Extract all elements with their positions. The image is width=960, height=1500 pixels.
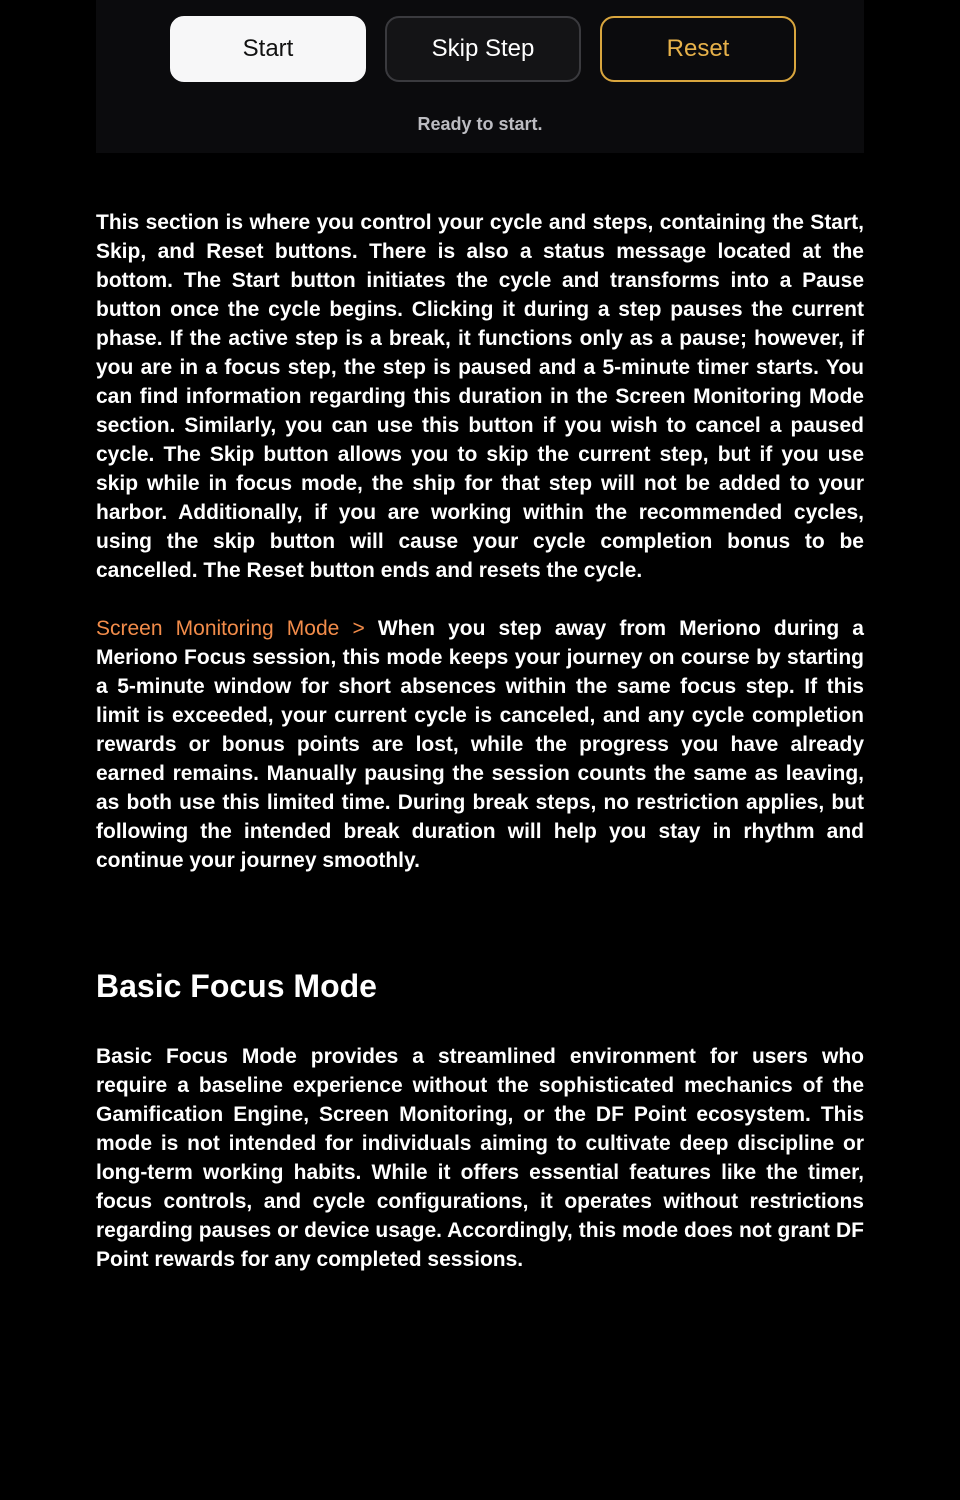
control-button-row: [170, 16, 798, 82]
basic-focus-description: Basic Focus Mode provides a streamlined environment for users who require a baseline experience without the sophisticated mechanics of the Gamification Engine, Screen Monitoring, or the DF Point ecosystem. This mode is not intended for individuals aiming to cultivate deep discipline or long-term working habits. While it offers essential features like the timer, focus controls, and cycle configurations, it operates without restrictions regarding pauses or device usage. Accordingly, this mode does not grant DF Point rewards for any completed sessions.: [96, 1045, 864, 1271]
start-button[interactable]: Start: [170, 16, 366, 82]
reset-button[interactable]: Reset: [600, 16, 796, 82]
screen-monitoring-text: When you step away from Meriono during a Meriono Focus session, this mode keeps your journey on course by starting a 5-minute window for short absences within the same focus step. If this limit is exceeded, your current cycle is canceled, and any cycle completion rewards or bonus points are lost, while the progress you have already earned remains. Manually pausing the session counts the same as leaving, as both use this limited time. During break steps, no restriction applies, but following the intended break duration will help you stay in rhythm and continue your journey smoothly.: [96, 617, 864, 872]
controls-description: This section is where you control your cycle and steps, containing the Start, Skip, and Reset buttons. There is also a status message located at the bottom. The Start button initiates the cycle and transforms into a Pause button once the cycle begins. Clicking it during a step pauses the current phase. If the active step is a break, it functions only as a pause; however, if you are in a focus step, the step is paused and a 5-minute timer starts. You can find information regarding this duration in the Screen Monitoring Mode section. Similarly, you can use this button if you wish to cancel a paused cycle. The Skip button allows you to skip the current step, but if you use skip while in focus mode, the ship for that step will not be added to your harbor. Additionally, if you are working within the recommended cycles, using the skip button will cause your cycle completion bonus to be cancelled. The Reset button ends and resets the cycle.: [96, 211, 864, 582]
basic-focus-title: Basic Focus Mode: [96, 968, 377, 1004]
screen-monitoring-link[interactable]: Screen Monitoring Mode >: [96, 617, 365, 640]
skip-step-button[interactable]: Skip Step: [385, 16, 581, 82]
screen-monitoring-description: [96, 614, 864, 875]
focus-controls-panel: [96, 0, 864, 153]
status-message: Ready to start.: [417, 114, 543, 134]
